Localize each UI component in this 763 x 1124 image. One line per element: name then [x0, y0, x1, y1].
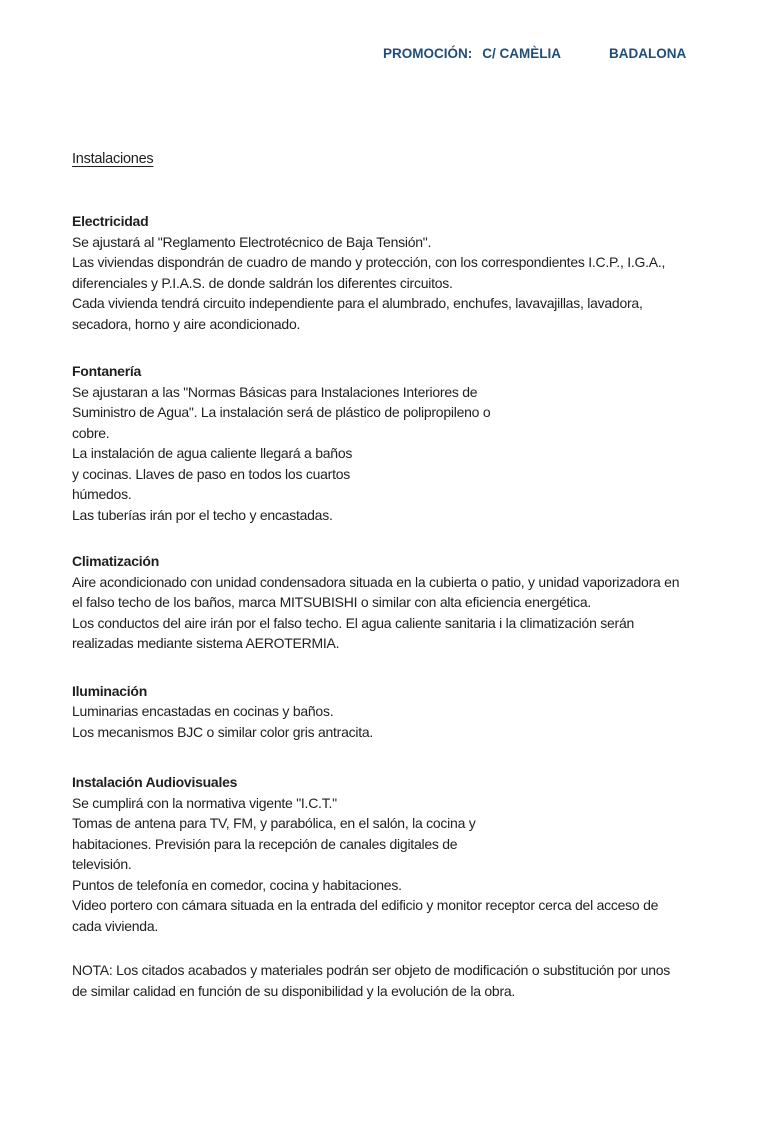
text-line: Luminarias encastadas en cocinas y baños.: [72, 703, 334, 719]
text-line: La instalación de agua caliente llegará a baños: [72, 445, 353, 461]
section-fontaneria: [72, 361, 705, 525]
section-climatizacion: [72, 551, 705, 654]
text-line: el falso techo de los baños, marca MITSUBISHI o similar con alta eficiencia energética.: [72, 594, 592, 610]
text-line: Se ajustaran a las "Normas Básicas para Instalaciones Interiores de: [72, 383, 478, 400]
text-line: cada vivienda.: [72, 917, 159, 934]
text-line: de similar calidad en función de su disponibilidad y la evolución de la obra.: [72, 982, 516, 999]
text-line: habitaciones. Previsión para la recepción de canales digitales de: [72, 835, 458, 852]
text-line: diferenciales y P.I.A.S. de donde saldrán los diferentes circuitos.: [72, 274, 453, 291]
section-heading-fontaneria: Fontanería: [72, 363, 142, 379]
text-line: Las viviendas dispondrán de cuadro de mando y protección, con los correspondientes I.C.P., I.G.A.,: [72, 254, 666, 270]
text-line: televisión.: [72, 856, 132, 872]
section-iluminacion: [72, 681, 705, 743]
text-line: cobre.: [72, 424, 110, 441]
text-line: Video portero con cámara situada en la entrada del edificio y monitor receptor cerca del acceso de: [72, 897, 659, 913]
text-line: Puntos de telefonía en comedor, cocina y habitaciones.: [72, 876, 402, 893]
promotion-street: C/ CAMÈLIA: [482, 46, 561, 61]
text-line: Se ajustará al "Reglamento Electrotécnico de Baja Tensión".: [72, 233, 432, 250]
section-electricidad: [72, 211, 705, 334]
document-header: [383, 44, 705, 65]
text-line: húmedos.: [72, 486, 132, 502]
promotion-label: PROMOCIÓN:: [383, 46, 473, 61]
note-paragraph: [72, 960, 705, 1001]
page-title: Instalaciones: [72, 150, 154, 167]
text-line: Tomas de antena para TV, FM, y parabólica, en el salón, la cocina y: [72, 815, 476, 831]
text-line: Cada vivienda tendrá circuito independiente para el alumbrado, enchufes, lavavajillas, lavadora,: [72, 295, 643, 311]
text-line: NOTA: Los citados acabados y materiales podrán ser objeto de modificación o substitución por unos: [72, 962, 671, 978]
text-line: Los conductos del aire irán por el falso techo. El agua caliente sanitaria i la climatización serán: [72, 614, 635, 631]
section-heading-electricidad: Electricidad: [72, 213, 149, 229]
text-line: realizadas mediante sistema AEROTERMIA.: [72, 635, 340, 651]
text-line: Los mecanismos BJC o similar color gris antracita.: [72, 723, 374, 740]
document-page: [0, 44, 763, 1124]
section-heading-iluminacion: Iluminación: [72, 682, 148, 699]
text-line: y cocinas. Llaves de paso en todos los cuartos: [72, 465, 351, 482]
text-line: Se cumplirá con la normativa vigente "I.C.T.": [72, 794, 337, 811]
promotion-city: BADALONA: [609, 46, 687, 61]
section-heading-climatizacion: Climatización: [72, 553, 159, 569]
section-instalacion-audiovisuales: [72, 772, 705, 936]
text-line: Las tuberías irán por el techo y encastadas.: [72, 506, 333, 523]
section-heading-audiovisuales: Instalación Audiovisuales: [72, 774, 238, 790]
text-line: Aire acondicionado con unidad condensadora situada en la cubierta o patio, y unidad vaporizadora en: [72, 573, 680, 590]
text-line: secadora, horno y aire acondicionado.: [72, 315, 301, 332]
text-line: Suministro de Agua". La instalación será de plástico de polipropileno o: [72, 404, 491, 420]
